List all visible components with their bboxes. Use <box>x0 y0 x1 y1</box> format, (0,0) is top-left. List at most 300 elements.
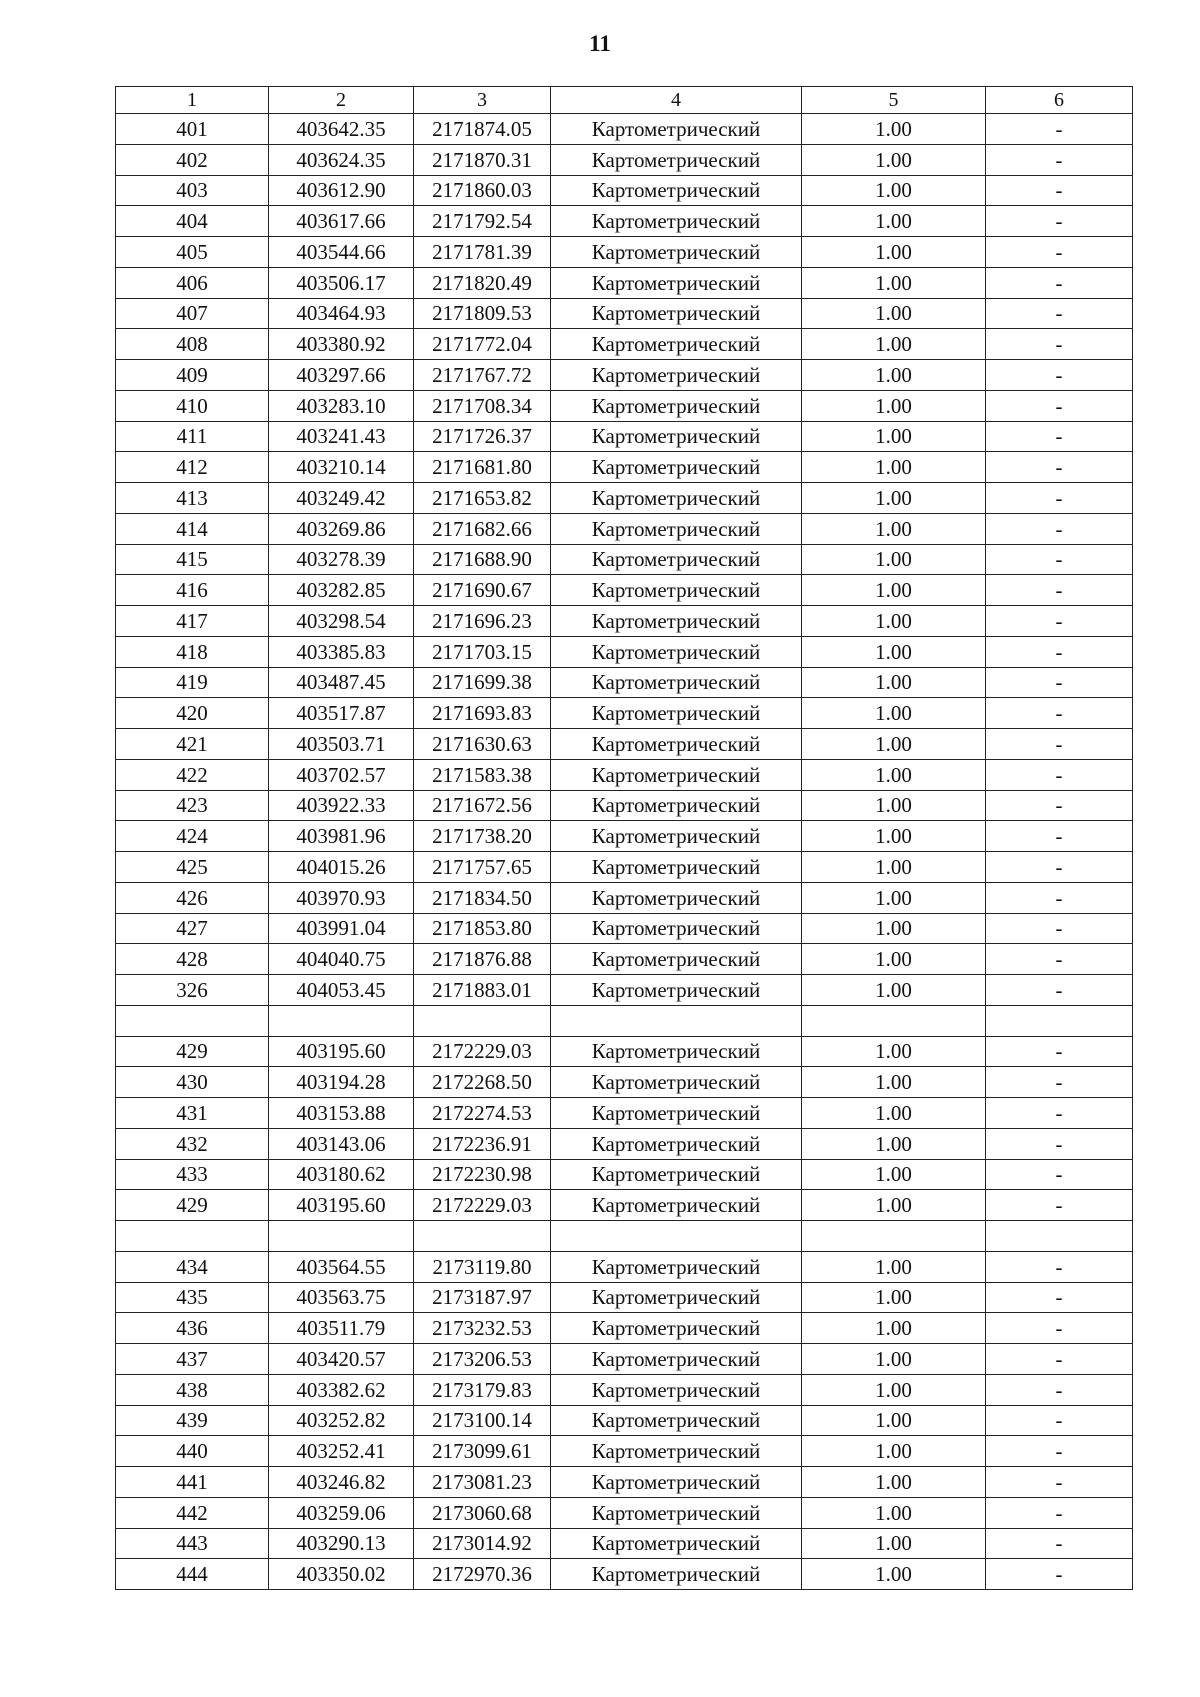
x-coordinate-cell: 403380.92 <box>269 329 414 360</box>
accuracy-cell: 1.00 <box>802 759 986 790</box>
accuracy-cell: 1.00 <box>802 1036 986 1067</box>
page-number: 11 <box>589 31 611 56</box>
y-coordinate-cell: 2171781.39 <box>414 237 551 268</box>
description-cell: - <box>986 237 1133 268</box>
point-number-cell: 404 <box>116 206 269 237</box>
table-row <box>116 298 1133 329</box>
method-cell: Картометрический <box>551 267 802 298</box>
accuracy-cell: 1.00 <box>802 852 986 883</box>
accuracy-cell: 1.00 <box>802 1067 986 1098</box>
method-cell: Картометрический <box>551 298 802 329</box>
table-row <box>116 452 1133 483</box>
description-cell: - <box>986 267 1133 298</box>
method-cell: Картометрический <box>551 206 802 237</box>
accuracy-cell: 1.00 <box>802 790 986 821</box>
x-coordinate-cell: 403195.60 <box>269 1190 414 1221</box>
x-coordinate-cell: 403612.90 <box>269 175 414 206</box>
description-cell: - <box>986 1344 1133 1375</box>
y-coordinate-cell: 2171583.38 <box>414 759 551 790</box>
accuracy-cell: 1.00 <box>802 698 986 729</box>
point-number-cell: 411 <box>116 421 269 452</box>
method-cell: Картометрический <box>551 237 802 268</box>
x-coordinate-cell: 403252.82 <box>269 1405 414 1436</box>
point-number-cell: 408 <box>116 329 269 360</box>
y-coordinate-cell: 2171792.54 <box>414 206 551 237</box>
accuracy-cell: 1.00 <box>802 1098 986 1129</box>
point-number-cell: 432 <box>116 1128 269 1159</box>
x-coordinate-cell: 403544.66 <box>269 237 414 268</box>
accuracy-cell: 1.00 <box>802 575 986 606</box>
coordinates-table <box>115 86 1133 1590</box>
description-cell: - <box>986 1405 1133 1436</box>
point-number-cell: 409 <box>116 360 269 391</box>
point-number-cell <box>116 1221 269 1252</box>
table-row <box>116 513 1133 544</box>
table-row <box>116 698 1133 729</box>
x-coordinate-cell: 403195.60 <box>269 1036 414 1067</box>
table-row <box>116 975 1133 1006</box>
table-row <box>116 144 1133 175</box>
table-row <box>116 944 1133 975</box>
table-row <box>116 821 1133 852</box>
method-cell: Картометрический <box>551 729 802 760</box>
accuracy-cell: 1.00 <box>802 206 986 237</box>
accuracy-cell: 1.00 <box>802 114 986 145</box>
method-cell: Картометрический <box>551 1467 802 1498</box>
method-cell: Картометрический <box>551 1436 802 1467</box>
table-row <box>116 759 1133 790</box>
accuracy-cell: 1.00 <box>802 1159 986 1190</box>
table-row <box>116 1497 1133 1528</box>
x-coordinate-cell: 403564.55 <box>269 1251 414 1282</box>
method-cell: Картометрический <box>551 759 802 790</box>
accuracy-cell: 1.00 <box>802 421 986 452</box>
description-cell: - <box>986 759 1133 790</box>
accuracy-cell: 1.00 <box>802 513 986 544</box>
y-coordinate-cell: 2173099.61 <box>414 1436 551 1467</box>
description-cell: - <box>986 360 1133 391</box>
table-row <box>116 1251 1133 1282</box>
y-coordinate-cell: 2172230.98 <box>414 1159 551 1190</box>
header-row <box>116 87 1133 114</box>
point-number-cell: 440 <box>116 1436 269 1467</box>
x-coordinate-cell: 403702.57 <box>269 759 414 790</box>
y-coordinate-cell: 2171703.15 <box>414 636 551 667</box>
separator-row <box>116 1221 1133 1252</box>
point-number-cell: 435 <box>116 1282 269 1313</box>
method-cell: Картометрический <box>551 606 802 637</box>
table-row <box>116 852 1133 883</box>
point-number-cell: 412 <box>116 452 269 483</box>
method-cell: Картометрический <box>551 483 802 514</box>
accuracy-cell: 1.00 <box>802 390 986 421</box>
description-cell: - <box>986 575 1133 606</box>
accuracy-cell: 1.00 <box>802 1282 986 1313</box>
accuracy-cell: 1.00 <box>802 975 986 1006</box>
x-coordinate-cell: 403153.88 <box>269 1098 414 1129</box>
description-cell: - <box>986 114 1133 145</box>
method-cell: Картометрический <box>551 175 802 206</box>
method-cell: Картометрический <box>551 852 802 883</box>
accuracy-cell: 1.00 <box>802 452 986 483</box>
y-coordinate-cell: 2172236.91 <box>414 1128 551 1159</box>
y-coordinate-cell: 2171853.80 <box>414 913 551 944</box>
description-cell: - <box>986 1436 1133 1467</box>
description-cell: - <box>986 852 1133 883</box>
table-row <box>116 360 1133 391</box>
table-row <box>116 606 1133 637</box>
table-row <box>116 1467 1133 1498</box>
x-coordinate-cell <box>269 1005 414 1036</box>
table-row <box>116 575 1133 606</box>
table-row <box>116 1036 1133 1067</box>
point-number-cell: 420 <box>116 698 269 729</box>
accuracy-cell: 1.00 <box>802 1313 986 1344</box>
point-number-cell: 441 <box>116 1467 269 1498</box>
table-row <box>116 1098 1133 1129</box>
x-coordinate-cell: 403563.75 <box>269 1282 414 1313</box>
x-coordinate-cell: 404053.45 <box>269 975 414 1006</box>
method-cell: Картометрический <box>551 1067 802 1098</box>
accuracy-cell: 1.00 <box>802 1559 986 1590</box>
point-number-cell: 429 <box>116 1036 269 1067</box>
method-cell: Картометрический <box>551 390 802 421</box>
description-cell: - <box>986 329 1133 360</box>
y-coordinate-cell: 2171682.66 <box>414 513 551 544</box>
description-cell <box>986 1005 1133 1036</box>
point-number-cell: 433 <box>116 1159 269 1190</box>
method-cell: Картометрический <box>551 698 802 729</box>
description-cell: - <box>986 421 1133 452</box>
accuracy-cell: 1.00 <box>802 729 986 760</box>
point-number-cell: 436 <box>116 1313 269 1344</box>
separator-row <box>116 1005 1133 1036</box>
method-cell: Картометрический <box>551 114 802 145</box>
table-row <box>116 114 1133 145</box>
point-number-cell: 401 <box>116 114 269 145</box>
point-number-cell: 425 <box>116 852 269 883</box>
x-coordinate-cell: 403503.71 <box>269 729 414 760</box>
description-cell: - <box>986 175 1133 206</box>
y-coordinate-cell: 2171883.01 <box>414 975 551 1006</box>
method-cell: Картометрический <box>551 544 802 575</box>
description-cell: - <box>986 1559 1133 1590</box>
point-number-cell: 439 <box>116 1405 269 1436</box>
table-row <box>116 267 1133 298</box>
table-header <box>116 87 1133 114</box>
description-cell: - <box>986 975 1133 1006</box>
method-cell: Картометрический <box>551 667 802 698</box>
y-coordinate-cell: 2173179.83 <box>414 1374 551 1405</box>
x-coordinate-cell: 404040.75 <box>269 944 414 975</box>
y-coordinate-cell: 2171757.65 <box>414 852 551 883</box>
accuracy-cell: 1.00 <box>802 944 986 975</box>
table-row <box>116 206 1133 237</box>
method-cell <box>551 1005 802 1036</box>
point-number-cell: 426 <box>116 882 269 913</box>
accuracy-cell: 1.00 <box>802 298 986 329</box>
y-coordinate-cell: 2171874.05 <box>414 114 551 145</box>
method-cell: Картометрический <box>551 513 802 544</box>
y-coordinate-cell: 2172229.03 <box>414 1036 551 1067</box>
point-number-cell: 429 <box>116 1190 269 1221</box>
point-number-cell: 423 <box>116 790 269 821</box>
y-coordinate-cell: 2171690.67 <box>414 575 551 606</box>
y-coordinate-cell: 2173100.14 <box>414 1405 551 1436</box>
point-number-cell: 428 <box>116 944 269 975</box>
point-number-cell: 418 <box>116 636 269 667</box>
accuracy-cell: 1.00 <box>802 913 986 944</box>
accuracy-cell: 1.00 <box>802 329 986 360</box>
accuracy-cell: 1.00 <box>802 237 986 268</box>
table-row <box>116 1128 1133 1159</box>
table-row <box>116 1528 1133 1559</box>
method-cell: Картометрический <box>551 452 802 483</box>
description-cell: - <box>986 390 1133 421</box>
x-coordinate-cell: 403246.82 <box>269 1467 414 1498</box>
y-coordinate-cell: 2173081.23 <box>414 1467 551 1498</box>
y-coordinate-cell: 2171630.63 <box>414 729 551 760</box>
accuracy-cell: 1.00 <box>802 1190 986 1221</box>
table-row <box>116 1436 1133 1467</box>
method-cell: Картометрический <box>551 1528 802 1559</box>
method-cell: Картометрический <box>551 1251 802 1282</box>
point-number-cell <box>116 1005 269 1036</box>
method-cell: Картометрический <box>551 882 802 913</box>
accuracy-cell: 1.00 <box>802 821 986 852</box>
point-number-cell: 405 <box>116 237 269 268</box>
point-number-cell: 437 <box>116 1344 269 1375</box>
table-row <box>116 237 1133 268</box>
point-number-cell: 403 <box>116 175 269 206</box>
y-coordinate-cell: 2171772.04 <box>414 329 551 360</box>
table-body <box>116 114 1133 1590</box>
y-coordinate-cell: 2172229.03 <box>414 1190 551 1221</box>
description-cell: - <box>986 1036 1133 1067</box>
header-cell-3: 3 <box>414 87 551 114</box>
header-cell-6: 6 <box>986 87 1133 114</box>
description-cell: - <box>986 913 1133 944</box>
point-number-cell: 443 <box>116 1528 269 1559</box>
method-cell: Картометрический <box>551 913 802 944</box>
method-cell: Картометрический <box>551 1374 802 1405</box>
method-cell: Картометрический <box>551 790 802 821</box>
description-cell: - <box>986 606 1133 637</box>
description-cell <box>986 1221 1133 1252</box>
table-row <box>116 483 1133 514</box>
method-cell: Картометрический <box>551 1098 802 1129</box>
description-cell: - <box>986 821 1133 852</box>
accuracy-cell: 1.00 <box>802 606 986 637</box>
accuracy-cell: 1.00 <box>802 1497 986 1528</box>
header-cell-5: 5 <box>802 87 986 114</box>
table-row <box>116 636 1133 667</box>
point-number-cell: 417 <box>116 606 269 637</box>
description-cell: - <box>986 944 1133 975</box>
x-coordinate-cell: 403252.41 <box>269 1436 414 1467</box>
x-coordinate-cell: 403241.43 <box>269 421 414 452</box>
table-row <box>116 1282 1133 1313</box>
method-cell: Картометрический <box>551 636 802 667</box>
accuracy-cell <box>802 1005 986 1036</box>
point-number-cell: 326 <box>116 975 269 1006</box>
table-row <box>116 1159 1133 1190</box>
description-cell: - <box>986 1528 1133 1559</box>
y-coordinate-cell: 2173206.53 <box>414 1344 551 1375</box>
y-coordinate-cell: 2171653.82 <box>414 483 551 514</box>
table-row <box>116 913 1133 944</box>
header-cell-2: 2 <box>269 87 414 114</box>
accuracy-cell: 1.00 <box>802 1374 986 1405</box>
y-coordinate-cell: 2171809.53 <box>414 298 551 329</box>
x-coordinate-cell: 403385.83 <box>269 636 414 667</box>
x-coordinate-cell: 403991.04 <box>269 913 414 944</box>
method-cell: Картометрический <box>551 1036 802 1067</box>
description-cell: - <box>986 1098 1133 1129</box>
accuracy-cell: 1.00 <box>802 667 986 698</box>
x-coordinate-cell: 403981.96 <box>269 821 414 852</box>
method-cell: Картометрический <box>551 1344 802 1375</box>
method-cell: Картометрический <box>551 329 802 360</box>
x-coordinate-cell: 403278.39 <box>269 544 414 575</box>
y-coordinate-cell: 2171688.90 <box>414 544 551 575</box>
table-row <box>116 1374 1133 1405</box>
point-number-cell: 410 <box>116 390 269 421</box>
x-coordinate-cell: 403517.87 <box>269 698 414 729</box>
y-coordinate-cell <box>414 1221 551 1252</box>
accuracy-cell <box>802 1221 986 1252</box>
point-number-cell: 427 <box>116 913 269 944</box>
header-cell-4: 4 <box>551 87 802 114</box>
y-coordinate-cell: 2171693.83 <box>414 698 551 729</box>
x-coordinate-cell: 403617.66 <box>269 206 414 237</box>
accuracy-cell: 1.00 <box>802 882 986 913</box>
table-row <box>116 1344 1133 1375</box>
y-coordinate-cell: 2171820.49 <box>414 267 551 298</box>
point-number-cell: 406 <box>116 267 269 298</box>
x-coordinate-cell: 403297.66 <box>269 360 414 391</box>
description-cell: - <box>986 206 1133 237</box>
method-cell: Картометрический <box>551 360 802 391</box>
y-coordinate-cell <box>414 1005 551 1036</box>
table-row <box>116 1559 1133 1590</box>
header-cell-1: 1 <box>116 87 269 114</box>
point-number-cell: 438 <box>116 1374 269 1405</box>
y-coordinate-cell: 2171696.23 <box>414 606 551 637</box>
description-cell: - <box>986 513 1133 544</box>
x-coordinate-cell: 403382.62 <box>269 1374 414 1405</box>
x-coordinate-cell: 403269.86 <box>269 513 414 544</box>
description-cell: - <box>986 729 1133 760</box>
description-cell: - <box>986 1467 1133 1498</box>
x-coordinate-cell: 403624.35 <box>269 144 414 175</box>
point-number-cell: 431 <box>116 1098 269 1129</box>
y-coordinate-cell: 2172274.53 <box>414 1098 551 1129</box>
point-number-cell: 422 <box>116 759 269 790</box>
x-coordinate-cell: 403298.54 <box>269 606 414 637</box>
x-coordinate-cell: 403249.42 <box>269 483 414 514</box>
method-cell: Картометрический <box>551 1190 802 1221</box>
point-number-cell: 421 <box>116 729 269 760</box>
description-cell: - <box>986 1282 1133 1313</box>
y-coordinate-cell: 2173119.80 <box>414 1251 551 1282</box>
y-coordinate-cell: 2171767.72 <box>414 360 551 391</box>
y-coordinate-cell: 2172970.36 <box>414 1559 551 1590</box>
y-coordinate-cell: 2173060.68 <box>414 1497 551 1528</box>
table-row <box>116 544 1133 575</box>
point-number-cell: 415 <box>116 544 269 575</box>
x-coordinate-cell: 403350.02 <box>269 1559 414 1590</box>
accuracy-cell: 1.00 <box>802 267 986 298</box>
point-number-cell: 444 <box>116 1559 269 1590</box>
table-row <box>116 390 1133 421</box>
point-number-cell: 416 <box>116 575 269 606</box>
point-number-cell: 430 <box>116 1067 269 1098</box>
x-coordinate-cell: 403259.06 <box>269 1497 414 1528</box>
description-cell: - <box>986 483 1133 514</box>
accuracy-cell: 1.00 <box>802 1405 986 1436</box>
x-coordinate-cell: 403420.57 <box>269 1344 414 1375</box>
point-number-cell: 414 <box>116 513 269 544</box>
x-coordinate-cell <box>269 1221 414 1252</box>
accuracy-cell: 1.00 <box>802 1344 986 1375</box>
description-cell: - <box>986 1159 1133 1190</box>
x-coordinate-cell: 403922.33 <box>269 790 414 821</box>
method-cell: Картометрический <box>551 975 802 1006</box>
accuracy-cell: 1.00 <box>802 636 986 667</box>
accuracy-cell: 1.00 <box>802 1128 986 1159</box>
accuracy-cell: 1.00 <box>802 1467 986 1498</box>
accuracy-cell: 1.00 <box>802 544 986 575</box>
x-coordinate-cell: 403283.10 <box>269 390 414 421</box>
y-coordinate-cell: 2171726.37 <box>414 421 551 452</box>
y-coordinate-cell: 2171738.20 <box>414 821 551 852</box>
x-coordinate-cell: 403194.28 <box>269 1067 414 1098</box>
description-cell: - <box>986 698 1133 729</box>
description-cell: - <box>986 1374 1133 1405</box>
point-number-cell: 402 <box>116 144 269 175</box>
y-coordinate-cell: 2171672.56 <box>414 790 551 821</box>
y-coordinate-cell: 2172268.50 <box>414 1067 551 1098</box>
table-row <box>116 790 1133 821</box>
method-cell: Картометрический <box>551 1313 802 1344</box>
x-coordinate-cell: 403210.14 <box>269 452 414 483</box>
method-cell: Картометрический <box>551 944 802 975</box>
point-number-cell: 407 <box>116 298 269 329</box>
method-cell: Картометрический <box>551 1559 802 1590</box>
description-cell: - <box>986 790 1133 821</box>
method-cell: Картометрический <box>551 1282 802 1313</box>
description-cell: - <box>986 298 1133 329</box>
y-coordinate-cell: 2171699.38 <box>414 667 551 698</box>
y-coordinate-cell: 2173187.97 <box>414 1282 551 1313</box>
x-coordinate-cell: 403143.06 <box>269 1128 414 1159</box>
y-coordinate-cell: 2171870.31 <box>414 144 551 175</box>
method-cell: Картометрический <box>551 144 802 175</box>
point-number-cell: 434 <box>116 1251 269 1282</box>
x-coordinate-cell: 403642.35 <box>269 114 414 145</box>
table-row <box>116 329 1133 360</box>
x-coordinate-cell: 403464.93 <box>269 298 414 329</box>
description-cell: - <box>986 1251 1133 1282</box>
accuracy-cell: 1.00 <box>802 1436 986 1467</box>
x-coordinate-cell: 404015.26 <box>269 852 414 883</box>
x-coordinate-cell: 403487.45 <box>269 667 414 698</box>
x-coordinate-cell: 403970.93 <box>269 882 414 913</box>
y-coordinate-cell: 2171708.34 <box>414 390 551 421</box>
y-coordinate-cell: 2173014.92 <box>414 1528 551 1559</box>
table-row <box>116 421 1133 452</box>
